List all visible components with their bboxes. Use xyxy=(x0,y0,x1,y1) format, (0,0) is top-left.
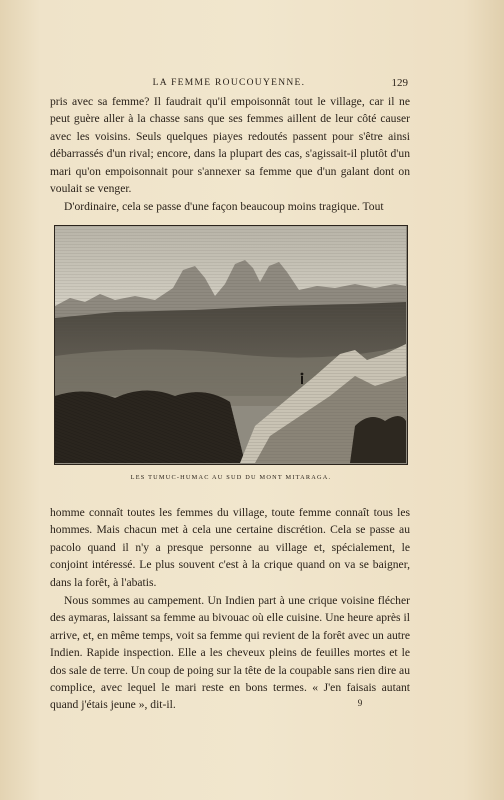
signature-folio: 9 xyxy=(357,698,363,708)
landscape-engraving xyxy=(54,225,408,465)
paragraph-2: D'ordinaire, cela se passe d'une façon beaucoup moins tragique. Tout xyxy=(64,200,384,213)
paragraph-1: pris avec sa femme? Il faudrait qu'il empoisonnât tout le village, car il ne peut guère aller à la chasse sans que ses femmes aillent de leur côté causer avec les voisins. Seuls quelques piayes redoutés passent pour s'être ainsi débarrassés d'un rival; encore, dans la plupart des cas, s'agissait-il plutôt d'un mari qu'on empoisonnait pour s'annexer sa femme que d'un galant dont on voulait se venger. xyxy=(50,95,410,196)
engraving-illustration xyxy=(55,226,406,463)
running-title: LA FEMME ROUCOUYENNE. xyxy=(152,78,306,88)
running-head xyxy=(50,78,408,92)
paragraph-4: Nous sommes au campement. Un Indien part à une crique voisine flécher des aymaras, laissant sa femme au bivouac où elle cuisine. Une heure après il arrive, et, en même temps, voit sa femme qui revient de la forêt avec un autre Indien. Rapide inspection. Elle a les cheveux pleins de feuilles mortes et le dos sale de terre. Un coup de poing sur la tête de la coupable sans rien dire au complice, avec lequel le mari reste en bons termes. « J'en faisais autant quand j'étais jeune », dit-il. xyxy=(50,594,410,712)
explorer-figure xyxy=(301,376,303,384)
page-number: 129 xyxy=(391,77,408,89)
paragraph-3: homme connaît toutes les femmes du village, toute femme connaît tous les hommes. Mais chacun met à cela une certaine discrétion. Cela se passe au pacolo quand il n'y a presque personne au village et, spécialement, le conjoint intéressé. Le plus souvent c'est à la crique quand on va se baigner, dans la forêt, à l'abatis. xyxy=(50,506,410,589)
figure-caption: LES TUMUC-HUMAC AU SUD DU MONT MITARAGA. xyxy=(130,474,332,481)
